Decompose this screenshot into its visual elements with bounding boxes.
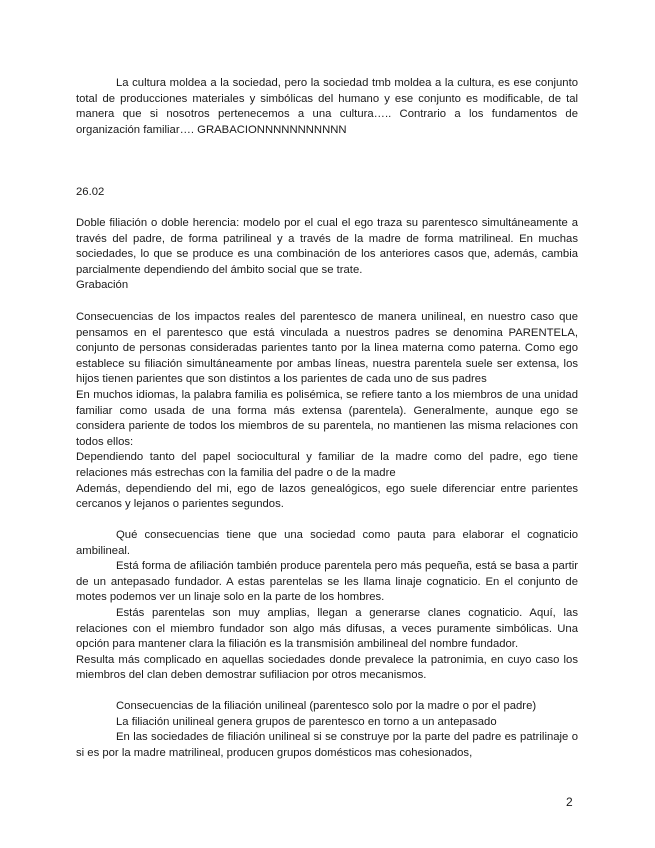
unilineal-paragraph-2: En las sociedades de filiación unilineal si se construye por la parte del padre es patrilinaje o si es por la madre matrilineal, producen grupos domésticos mas cohesionados, xyxy=(76,731,578,759)
cognaticio-paragraph-3: Estás parentelas son muy amplias, llegan a generarse clanes cognaticio. Aquí, las relaciones con el miembro fundador son algo más difusas, a veces puramente simbólicas. Una opción para mantener clara la filiación es la transmisión ambilineal del nombre fundador. xyxy=(76,606,578,651)
consecuencias-paragraph-4: Además, dependiendo del mi, ego de lazos genealógicos, ego suele diferenciar entre parientes cercanos y lejanos o parientes segundos. xyxy=(76,482,578,511)
intro-paragraph: La cultura moldea a la sociedad, pero la sociedad tmb moldea a la cultura, es ese conjunto total de producciones materiales y simbólicas del humano y ese conjunto es modificable, de tal manera que si nosotros pertenecemos a una cultura….. Contrario a los fundamentos de organización familiar…. GRABACIONNNNNNNNNNN xyxy=(76,77,578,136)
consecuencias-paragraph-1: Consecuencias de los impactos reales del parentesco de manera unilineal, en nuestro caso que pensamos en el parentesco que está vinculada a nuestros padres se denomina PARENTELA, conjunto de personas consideradas parientes tanto por la linea materna como paterna. Como ego establece su filiación simultáneamente por ambas líneas, nuestra parentela suele ser extensa, los hijos tienen parientes que son distintos a los parientes de cada uno de sus padres xyxy=(76,311,578,386)
cognaticio-question: Qué consecuencias tiene que una sociedad como pauta para elaborar el cognaticio ambilineal. xyxy=(76,529,578,557)
date-label: 26.02 xyxy=(76,186,105,198)
page-number: 2 xyxy=(566,795,573,809)
consecuencias-paragraph-3: Dependiendo tanto del papel sociocultural y familiar de la madre como del padre, ego tiene relaciones más estrechas con la familia del padre o de la madre xyxy=(76,451,578,479)
consecuencias-paragraph-2: En muchos idiomas, la palabra familia es polisémica, se refiere tanto a los miembros de una unidad familiar como usada de una forma más extensa (parentela). Generalmente, aunque ego se considera pariente de todos los miembros de su parentela, no mantienen las misma relaciones con todos ellos: xyxy=(76,388,578,448)
grabacion-label: Grabación xyxy=(76,279,129,292)
cognaticio-paragraph-4: Resulta más complicado en aquellas sociedades donde prevalece la patronimia, en cuyo caso los miembros del clan deben demostrar sufiliacion por otros mecanismos. xyxy=(76,653,578,682)
doble-filiacion-paragraph: Doble filiación o doble herencia: modelo por el cual el ego traza su parentesco simultáneamente a través del padre, de forma patrilineal y a través de la madre de forma matrilineal. En muchas sociedades, lo que se produce es una combinación de los anteriores casos que, además, cambia parcialmente dependiendo del ámbito social que se trate. xyxy=(76,217,578,276)
doble-filiacion-section xyxy=(76,216,578,294)
date-section xyxy=(76,185,578,201)
unilineal-section xyxy=(76,699,578,761)
cognaticio-paragraph-2: Está forma de afiliación también produce parentela pero más pequeña, está se basa a partir de un antepasado fundador. A estas parentelas se les llama linaje cognaticio. En el conjunto de motes podemos ver un linaje solo en la parte de los hombres. xyxy=(76,560,578,604)
unilineal-heading: Consecuencias de la filiación unilineal (parentesco solo por la madre o por el padre) xyxy=(116,700,537,712)
unilineal-paragraph-1: La filiación unilineal genera grupos de parentesco en torno a un antepasado xyxy=(116,715,497,728)
consecuencias-section xyxy=(76,310,578,513)
intro-section xyxy=(76,76,578,138)
cognaticio-section xyxy=(76,528,578,684)
